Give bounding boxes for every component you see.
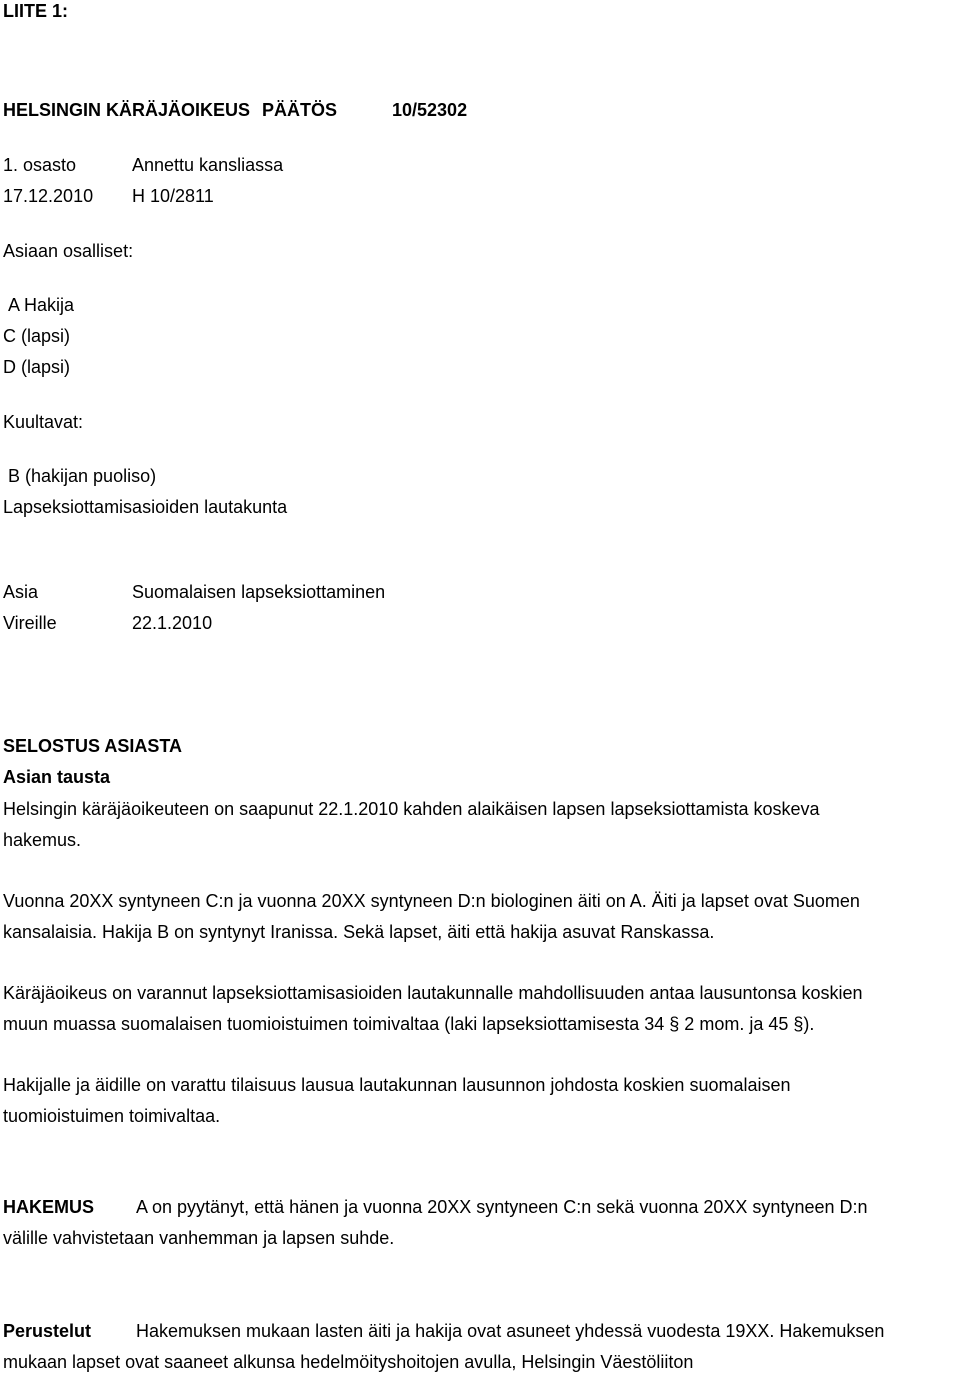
paragraph-line: Käräjäoikeus on varannut lapseksiottamisasioiden lautakunnalle mahdollisuuden antaa lausuntonsa koskien <box>3 983 863 1003</box>
paragraph-line: Helsingin käräjäoikeuteen on saapunut 22.1.2010 kahden alaikäisen lapsen lapseksiottamista koskeva <box>3 799 820 819</box>
subject-row <box>3 581 386 603</box>
party-item: A Hakija <box>8 295 75 315</box>
paragraph-line: muun muassa suomalaisen tuomioistuimen toimivaltaa (laki lapseksiottamisesta 34 § 2 mom. ja 45 §). <box>3 1014 815 1034</box>
paragraph-line: välille vahvistetaan vanhemman ja lapsen suhde. <box>3 1228 395 1248</box>
hearer-item: Lapseksiottamisasioiden lautakunta <box>3 497 288 517</box>
subject-value: Suomalaisen lapseksiottaminen <box>132 582 386 602</box>
doc-type: PÄÄTÖS <box>262 100 338 120</box>
application-text: A on pyytänyt, että hänen ja vuonna 20XX syntyneen C:n sekä vuonna 20XX syntyneen D:n <box>136 1197 868 1217</box>
decision-date: 17.12.2010 <box>3 186 94 206</box>
subject-label: Asia <box>3 582 39 602</box>
given-label: Annettu kansliassa <box>132 155 284 175</box>
application-label: HAKEMUS <box>3 1197 95 1217</box>
date-row <box>3 185 214 207</box>
doc-number: 10/52302 <box>392 100 468 120</box>
application-row <box>3 1196 868 1218</box>
paragraph-line: tuomioistuimen toimivaltaa. <box>3 1106 221 1126</box>
case-id: H 10/2811 <box>132 186 214 206</box>
party-item: D (lapsi) <box>3 357 71 377</box>
attachment-label: LIITE 1: <box>3 1 69 21</box>
hearers-heading: Kuultavat: <box>3 412 84 432</box>
section-subheading: Asian tausta <box>3 767 111 787</box>
filed-row <box>3 612 213 634</box>
court-header <box>3 99 468 121</box>
paragraph-line: kansalaisia. Hakija B on syntynyt Iranissa. Sekä lapset, äiti että hakija asuvat Ranskassa. <box>3 922 715 942</box>
filed-label: Vireille <box>3 613 57 633</box>
paragraph-line: hakemus. <box>3 830 82 850</box>
party-item: C (lapsi) <box>3 326 71 346</box>
paragraph-line: Vuonna 20XX syntyneen C:n ja vuonna 20XX syntyneen D:n biologinen äiti on A. Äiti ja lapset ovat Suomen <box>3 891 860 911</box>
parties-heading: Asiaan osalliset: <box>3 241 134 261</box>
filed-value: 22.1.2010 <box>132 613 213 633</box>
hearer-item: B (hakijan puoliso) <box>8 466 157 486</box>
grounds-text: Hakemuksen mukaan lasten äiti ja hakija ovat asuneet yhdessä vuodesta 19XX. Hakemuksen <box>136 1321 885 1341</box>
grounds-label: Perustelut <box>3 1321 92 1341</box>
paragraph-line: Hakijalle ja äidille on varattu tilaisuus lausua lautakunnan lausunnon johdosta koskien suomalaisen <box>3 1075 791 1095</box>
section-heading: SELOSTUS ASIASTA <box>3 736 183 756</box>
department-row <box>3 154 284 176</box>
grounds-row <box>3 1320 885 1342</box>
paragraph-line: mukaan lapset ovat saaneet alkunsa hedelmöityshoitojen avulla, Helsingin Väestöliiton <box>3 1352 694 1372</box>
court-name: HELSINGIN KÄRÄJÄOIKEUS <box>3 100 251 120</box>
department: 1. osasto <box>3 155 77 175</box>
